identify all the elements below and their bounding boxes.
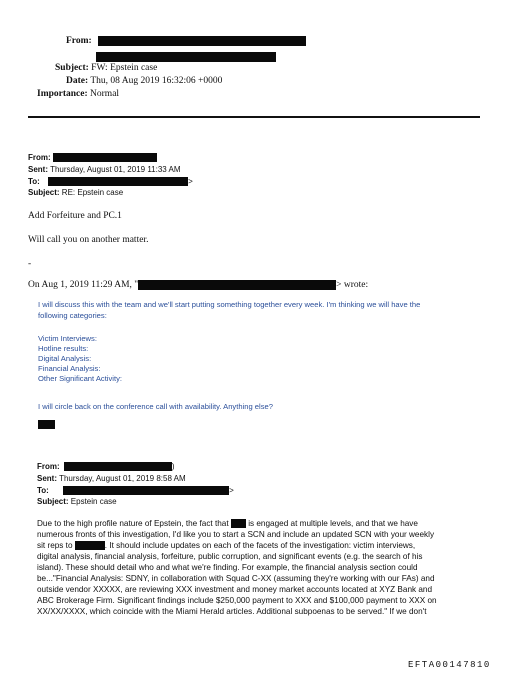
- redaction-bar: [63, 486, 229, 495]
- reply-dash: -: [28, 259, 32, 269]
- body-line: digital analysis, financial analysis, forfeiture, public corruption, and significant events (e.g. the search of his: [37, 552, 423, 561]
- redaction-bar: [75, 541, 105, 550]
- body-line: outside vendor XXXXX, are reviewing XXX investment and money market accounts located at XYZ Bank and: [37, 585, 433, 594]
- redaction-bar: [48, 177, 188, 186]
- top-subject-row: [55, 63, 157, 74]
- importance-label: Importance:: [37, 89, 88, 99]
- reply-sent-row: [28, 165, 181, 175]
- signature-redaction: [38, 415, 55, 433]
- date-label: Date:: [66, 76, 89, 86]
- header-divider: [28, 116, 480, 118]
- subject-label: Subject:: [28, 188, 60, 197]
- quote-intro-prefix: On Aug 1, 2019 11:29 AM, ": [28, 280, 139, 290]
- reply-subject-row: [28, 188, 123, 198]
- orig-from-row: [37, 462, 175, 472]
- from-label: From:: [28, 153, 51, 162]
- reply-to-row: [28, 177, 193, 187]
- redaction-bar: [98, 36, 306, 46]
- to-suffix: >: [188, 177, 193, 186]
- orig-body: [37, 518, 491, 617]
- from-label: From:: [37, 462, 60, 471]
- to-label: To:: [37, 486, 49, 495]
- list-item: Hotline results:: [38, 344, 89, 353]
- bates-number: EFTA00147810: [408, 660, 491, 670]
- quote-intro: [28, 279, 368, 291]
- redaction-bar: [138, 280, 336, 290]
- orig-sent-row: [37, 474, 186, 484]
- reply-from-row: [28, 153, 157, 163]
- body-line: XX/XX/XXXX, which coincide with the Miami Herald articles. Additional subpoenas to be served." If we don't: [37, 607, 427, 616]
- subject-label: Subject:: [55, 63, 89, 73]
- quote-intro-suffix: > wrote:: [336, 280, 369, 290]
- subject-value: Epstein case: [70, 497, 117, 506]
- quoted-line-2: following categories:: [38, 311, 107, 320]
- date-value: Thu, 08 Aug 2019 16:32:06 +0000: [90, 76, 223, 86]
- body-line: be..."Financial Analysis: SDNY, in collaboration with Squad C-XX (assuming they're working with our FAs) and: [37, 574, 435, 583]
- redaction-bar: [231, 519, 246, 528]
- top-from-row: [66, 36, 306, 47]
- body-line: numerous fronts of this investigation, I'd like you to start a SCN and include an updated SCN with your weekly: [37, 530, 435, 539]
- list-item: Financial Analysis:: [38, 364, 101, 373]
- body-line: island). These should detail who and what we're finding. For example, the financial analysis section could: [37, 563, 418, 572]
- subject-value: FW: Epstein case: [91, 63, 158, 73]
- reply-line-1: Add Forfeiture and PC.1: [28, 211, 122, 221]
- top-importance-row: [37, 89, 119, 100]
- redaction-bar: [53, 153, 157, 162]
- from-suffix: ): [171, 462, 175, 471]
- quoted-line-1: I will discuss this with the team and we'll start putting something together every week. I'm thinking we will have the: [38, 300, 421, 309]
- orig-subject-row: [37, 497, 117, 507]
- redaction-bar: [64, 462, 172, 471]
- list-item: Other Significant Activity:: [38, 374, 122, 383]
- body-line: ABC Brokerage Firm. Significant findings include $250,000 payment to XXX and $100,000 payment to XXX on: [37, 596, 437, 605]
- category-list: [38, 334, 122, 384]
- sent-value: Thursday, August 01, 2019 8:58 AM: [59, 474, 186, 483]
- orig-to-row: [37, 486, 234, 496]
- subject-value: RE: Epstein case: [61, 188, 124, 197]
- subject-label: Subject:: [37, 497, 69, 506]
- body-line: Due to the high profile nature of Epstein, the fact that is engaged at multiple levels, and that we have: [37, 519, 418, 528]
- to-suffix: >: [229, 486, 234, 495]
- top-date-row: [66, 76, 222, 87]
- sent-label: Sent:: [28, 165, 48, 174]
- sent-label: Sent:: [37, 474, 57, 483]
- body-line: sit reps to . It should include updates on each of the facets of the investigation: victim interviews,: [37, 541, 416, 550]
- quoted-closing: I will circle back on the conference call with availability. Anything else?: [38, 402, 273, 411]
- reply-line-2: Will call you on another matter.: [28, 235, 149, 245]
- sent-value: Thursday, August 01, 2019 11:33 AM: [50, 165, 181, 174]
- to-label: To:: [28, 177, 40, 186]
- importance-value: Normal: [90, 89, 120, 99]
- from-label: From:: [66, 36, 92, 47]
- list-item: Digital Analysis:: [38, 354, 92, 363]
- list-item: Victim Interviews:: [38, 334, 97, 343]
